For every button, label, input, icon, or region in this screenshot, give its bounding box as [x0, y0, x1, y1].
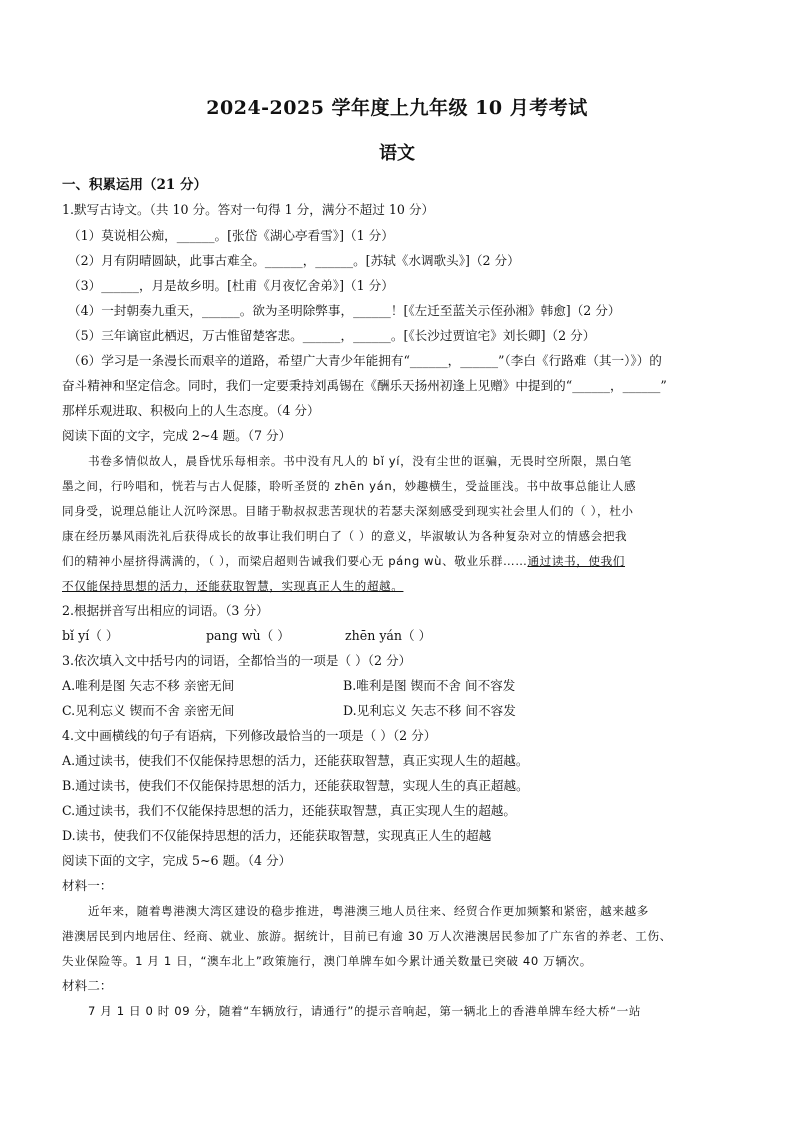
q4-option-a: A.通过读书，使我们不仅能保持思想的活力，还能获取智慧，真正实现人生的超越。	[62, 753, 529, 768]
q1-item: （4）一封朝奏九重天，______。欲为圣明除弊事，______！[《左迁至蓝关示侄孙湘》韩愈]（2 分）	[68, 303, 621, 318]
question-3: 3.依次填入文中括号内的词语，全都恰当的一项是（ ）（2 分）	[62, 653, 412, 668]
material-line: 7 月 1 日 0 时 09 分，随着“车辆放行，请通行”的提示音响起，第一辆北上的香港单牌车经大桥“一站	[88, 1004, 642, 1018]
underlined-sentence: 不仅能保持思想的活力，还能获取智慧，实现真正人生的超越。	[62, 579, 404, 593]
reading-intro: 阅读下面的文字，完成 2~4 题。（7 分）	[62, 428, 292, 443]
subject-title: 语文	[379, 143, 415, 164]
material-line: 失业保险等。1 月 1 日，“澳车北上”政策施行，澳门单牌车如今累计通关数量已突破 40 万辆次。	[62, 954, 592, 968]
q4-option-b: B.通过读书，使我们不仅能保持思想的活力，还能获取智慧，实现人生的真正超越。	[62, 778, 529, 793]
underlined-sentence: 通过读书，使我们	[527, 554, 626, 568]
material-line: 近年来，随着粤港澳大湾区建设的稳步推进，粤港澳三地人员往来、经贸合作更加频繁和紧密，越来越多	[88, 904, 649, 918]
passage-line: 墨之间，行吟唱和，恍若与古人促膝，聆听圣贤的 zhēn yán，妙趣横生，受益匪浅。书中故事总能让人感	[62, 479, 637, 493]
q1-item: （1）莫说相公痴，______。[张岱《湖心亭看雪》]（1 分）	[68, 228, 394, 243]
question-1-intro: 1.默写古诗文。（共 10 分。答对一句得 1 分，满分不超过 10 分）	[62, 202, 435, 217]
passage-line: 书卷多情似故人，晨昏忧乐每相亲。书中没有凡人的 bǐ yí，没有尘世的诓骗，无畏时空所限，黑白笔	[88, 454, 632, 468]
exam-title: 2024-2025 学年度上九年级 10 月考考试	[206, 97, 588, 119]
passage-line	[62, 553, 734, 569]
material-label: 材料二：	[62, 978, 113, 993]
passage-line	[62, 578, 734, 594]
q1-item: （2）月有阴晴圆缺，此事古难全。______，______。[苏轼《水调歌头》]（2 分）	[68, 253, 520, 268]
section-heading: 一、积累运用（21 分）	[62, 177, 207, 193]
material-line: 港澳居民到内地居住、经商、就业、旅游。据统计，目前已有逾 30 万人次港澳居民参加了广东省的养老、工伤、	[62, 929, 672, 943]
q4-option-c: C.通过读书，我们不仅能保持思想的活力，还能获取智慧，真正实现人生的超越。	[62, 803, 516, 818]
q1-item: （6）学习是一条漫长而艰辛的道路，希望广大青少年能拥有“______，______”（李白《行路难（其一）》）的	[68, 353, 662, 368]
q3-option-d: D.见利忘义 矢志不移 间不容发	[343, 703, 516, 718]
q4-option-d: D.读书，使我们不仅能保持思想的活力，还能获取智慧，实现真正人生的超越	[62, 828, 492, 843]
q3-option-c: C.见利忘义 锲而不舍 亲密无间	[62, 703, 235, 718]
q1-item: 奋斗精神和坚定信念。同时，我们一定要秉持刘禹锡在《酬乐天扬州初逢上见赠》中提到的“______，______”	[62, 378, 667, 393]
passage-line: 康在经历暴风雨洗礼后获得成长的故事让我们明白了（ ）的意义，毕淑敏认为各种复杂对立的情感会把我	[62, 529, 628, 543]
pinyin-blank: pang wù（ ）	[206, 628, 290, 643]
q1-item: （5）三年谪宦此栖迟，万古惟留楚客悲。______，______。[《长沙过贾谊宅》刘长卿]（2 分）	[68, 328, 596, 343]
q1-item: （3）______，月是故乡明。[杜甫《月夜忆舍弟》]（1 分）	[68, 278, 394, 293]
pinyin-blank: bǐ yí（ ）	[62, 628, 119, 643]
passage-line: 同身受，说理总能让人沉吟深思。目睹于勒叔叔悲苦现状的若瑟夫深刻感受到现实社会里人们的（ ），杜小	[62, 504, 634, 518]
question-2: 2.根据拼音写出相应的词语。（3 分）	[62, 603, 269, 618]
q3-option-a: A.唯利是图 矢志不移 亲密无间	[62, 678, 235, 693]
pinyin-blank: zhēn yán（ ）	[345, 628, 432, 643]
material-label: 材料一：	[62, 878, 113, 893]
q1-item: 那样乐观进取、积极向上的人生态度。（4 分）	[62, 403, 320, 418]
q3-option-b: B.唯利是图 锲而不舍 间不容发	[343, 678, 516, 693]
passage-text: 们的精神小屋挤得满满的，（ ），而梁启超则告诫我们要心无 páng wù、敬业乐群……	[62, 554, 528, 568]
reading-intro: 阅读下面的文字，完成 5~6 题。（4 分）	[62, 853, 292, 868]
question-4: 4.文中画横线的句子有语病，下列修改最恰当的一项是（ ）（2 分）	[62, 728, 437, 743]
